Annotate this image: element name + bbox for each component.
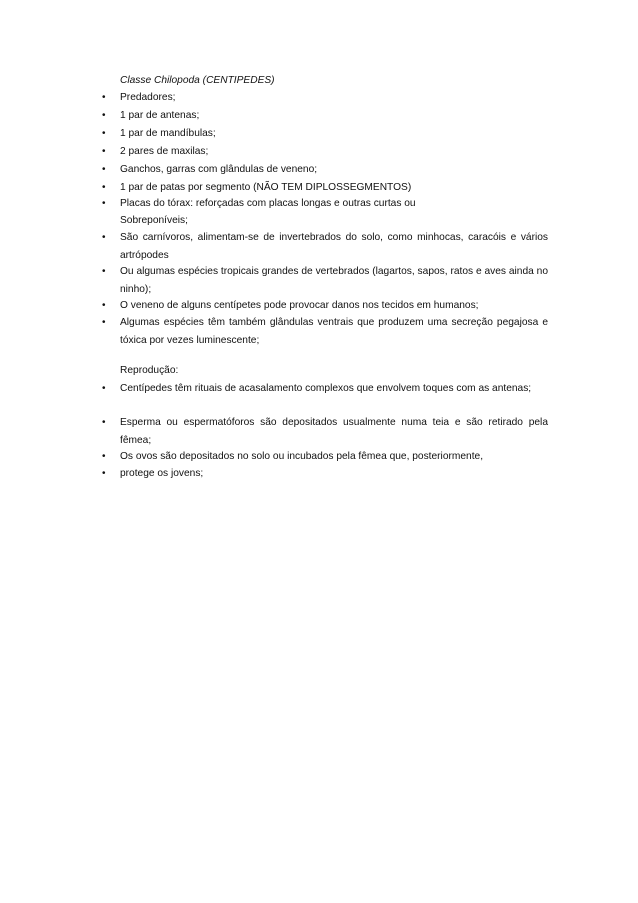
bullet-icon: •	[102, 110, 106, 121]
list-item-text: 1 par de antenas;	[120, 110, 200, 121]
bullet-icon: •	[102, 164, 106, 175]
bullet-icon: •	[102, 266, 106, 277]
bullet-icon: •	[102, 300, 106, 311]
reproduction-heading: Reprodução:	[120, 365, 179, 376]
list-item-text: protege os jovens;	[120, 468, 204, 479]
bullet-icon: •	[102, 451, 106, 462]
list-item-text: 2 pares de maxilas;	[120, 146, 209, 157]
list-item-text: Placas do tórax: reforçadas com placas longas e outras curtas ou	[120, 198, 416, 209]
section-title: Classe Chilopoda (CENTIPEDES)	[120, 75, 275, 86]
list-item-text: Algumas espécies têm também glândulas ventrais que produzem uma secreção pegajosa e tóxica por vezes luminescente;	[120, 317, 548, 346]
list-item-text: 1 par de mandíbulas;	[120, 128, 216, 139]
bullet-icon: •	[102, 468, 106, 479]
list-item-text: Ou algumas espécies tropicais grandes de vertebrados (lagartos, sapos, ratos e aves ainda no ninho);	[120, 266, 548, 295]
list-item-text: Sobreponíveis;	[120, 215, 188, 226]
list-item-text: Ganchos, garras com glândulas de veneno;	[120, 164, 318, 175]
bullet-icon: •	[102, 182, 106, 193]
bullet-icon: •	[102, 128, 106, 139]
bullet-icon: •	[102, 92, 106, 103]
bullet-icon: •	[102, 317, 106, 328]
list-item-text: O veneno de alguns centípetes pode provocar danos nos tecidos em humanos;	[120, 300, 479, 311]
bullet-icon: •	[102, 417, 106, 428]
list-item-text: São carnívoros, alimentam-se de invertebrados do solo, como minhocas, caracóis e vários artrópodes	[120, 232, 548, 261]
bullet-icon: •	[102, 383, 106, 394]
bullet-icon: •	[102, 232, 106, 243]
list-item-text: Centípedes têm rituais de acasalamento complexos que envolvem toques com as antenas;	[120, 383, 532, 394]
list-item-text: 1 par de patas por segmento (NÃO TEM DIPLOSSEGMENTOS)	[120, 182, 412, 193]
list-item-text: Predadores;	[120, 92, 176, 103]
bullet-icon: •	[102, 198, 106, 209]
bullet-icon: •	[102, 146, 106, 157]
list-item-text: Os ovos são depositados no solo ou incubados pela fêmea que, posteriormente,	[120, 451, 484, 462]
list-item-text: Esperma ou espermatóforos são depositados usualmente numa teia e são retirado pela fêmea;	[120, 417, 548, 446]
